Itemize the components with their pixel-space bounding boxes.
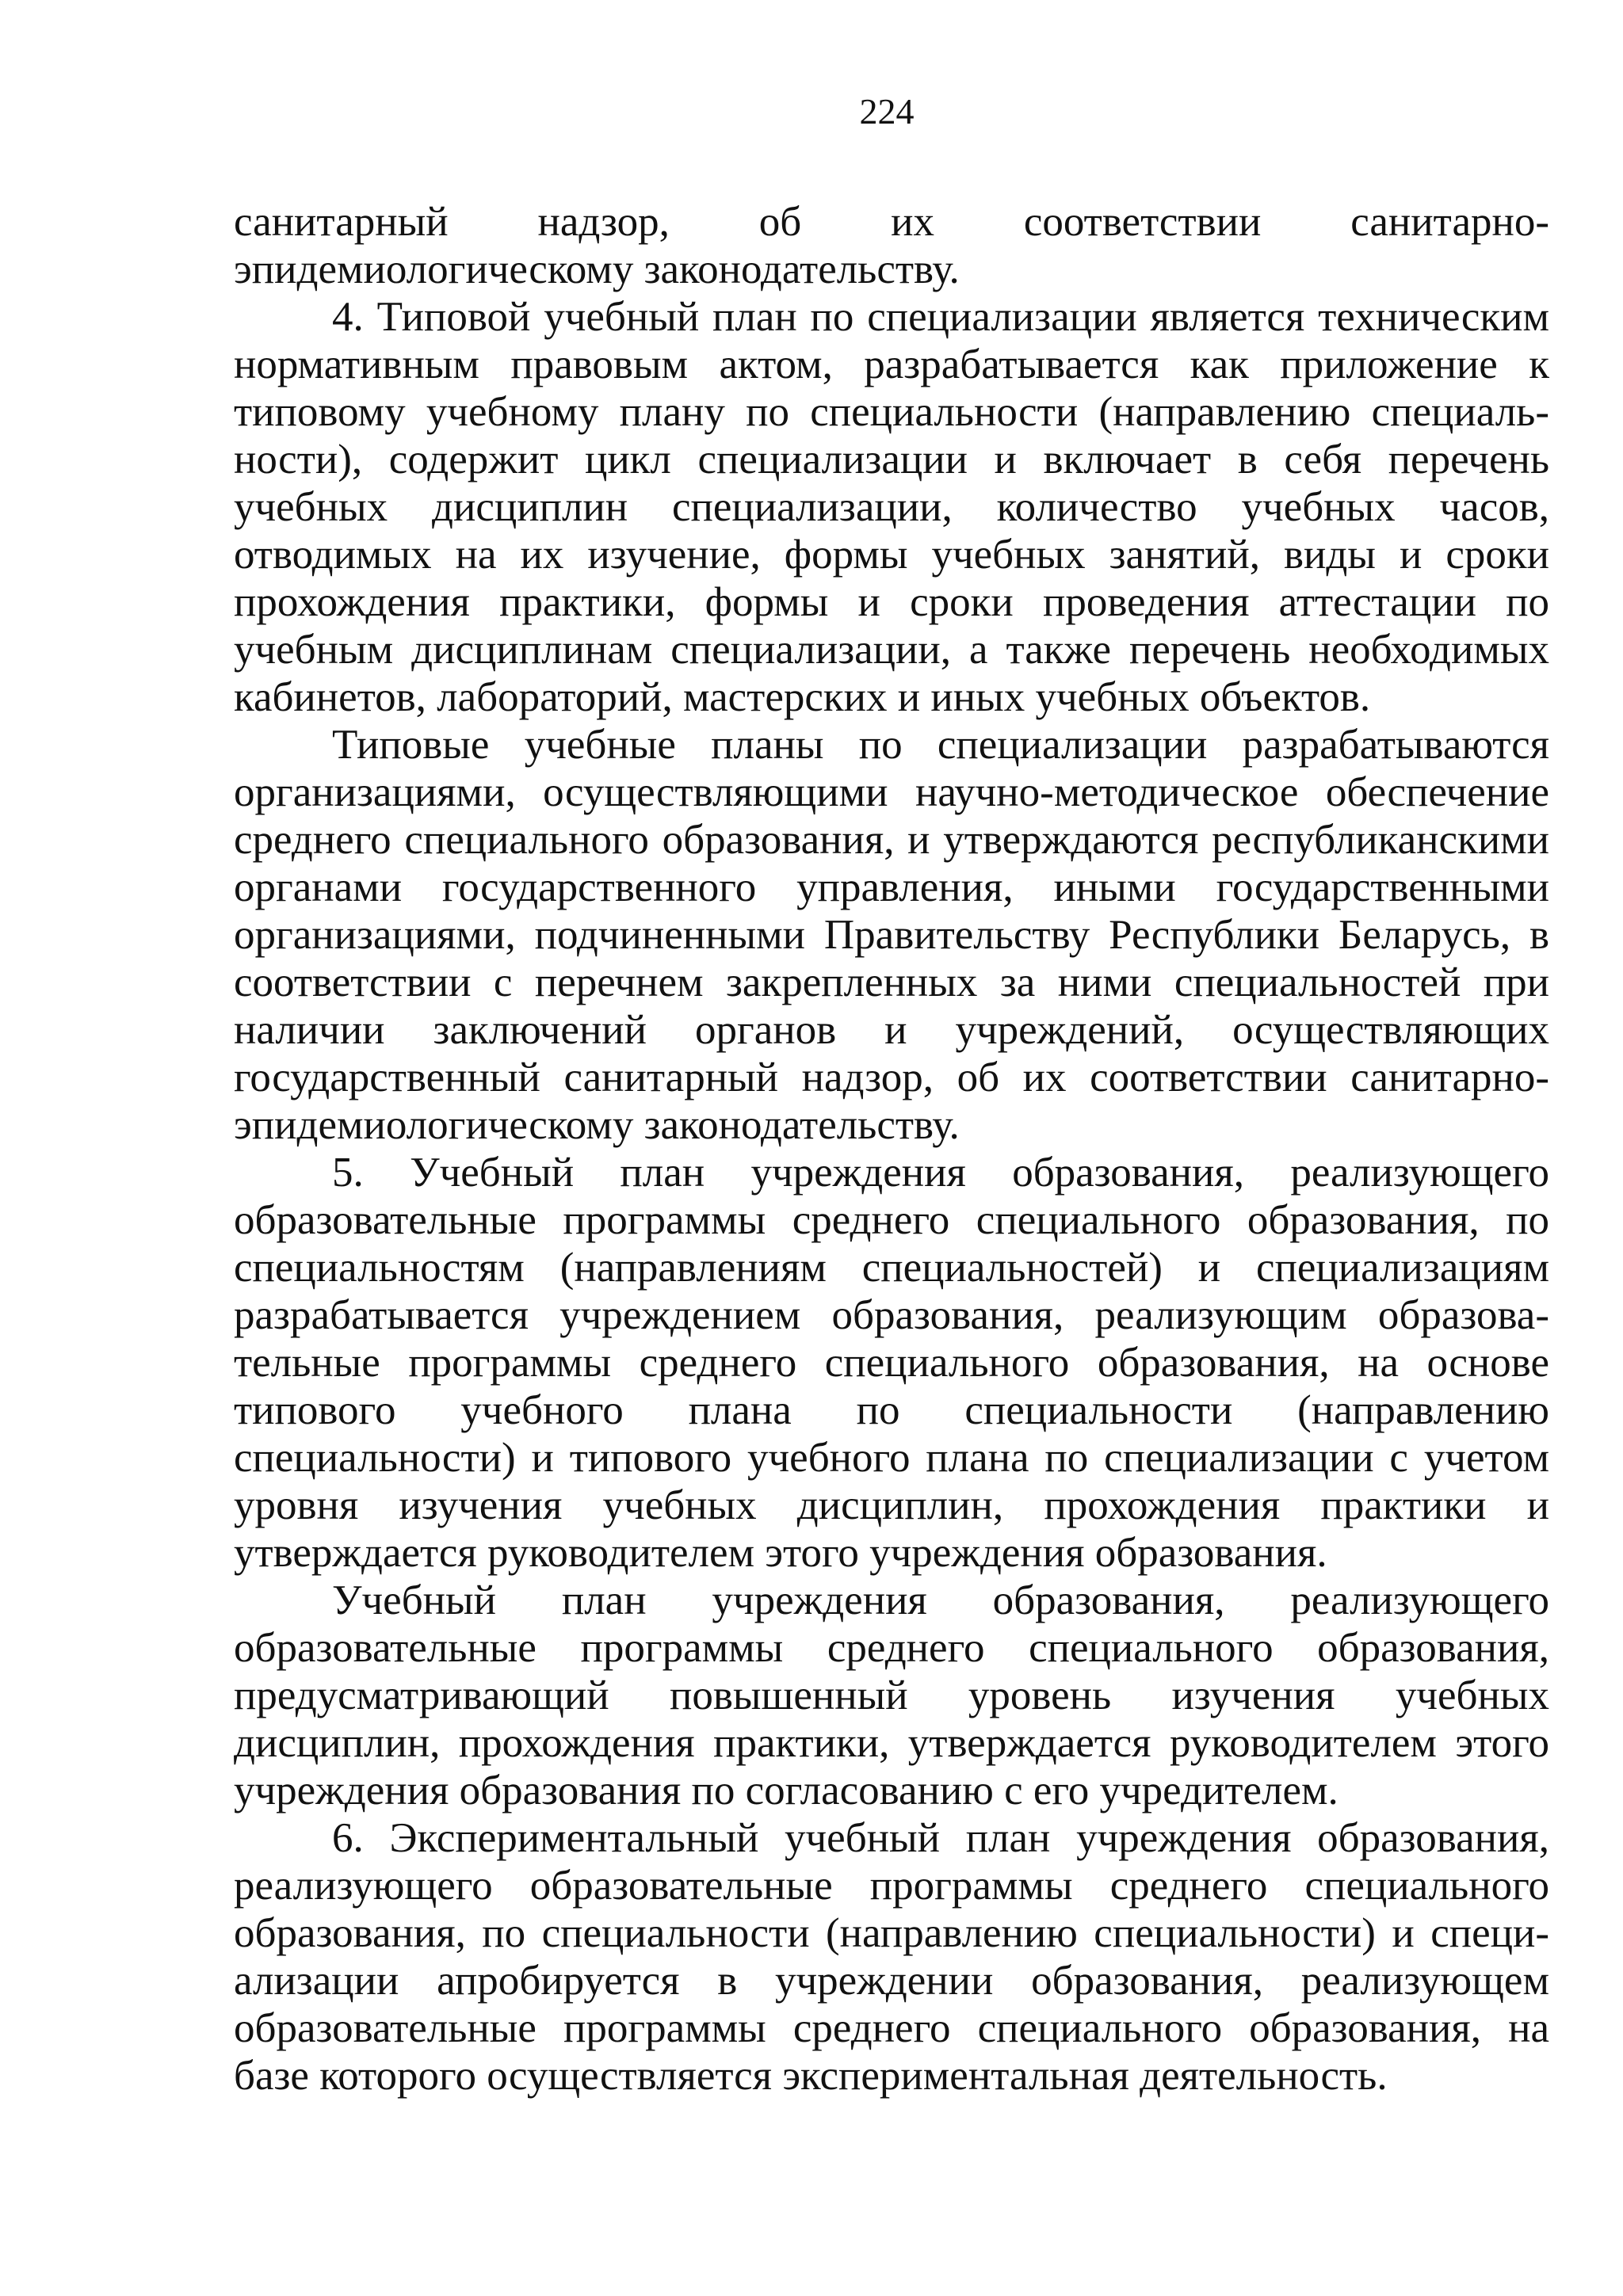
paragraph-item-4: 4. Типовой учебный план по специализации является техническим нормативным правовым актом, разрабатывается как приложение к типовому учебному плану по специальности (направлению специальности), содержит цикл специализации и включает в себя перечень учебных дисциплин специализации, количество учебных часов, отводимых на их изучение, формы учебных занятий, виды и сроки прохождения практики, формы и сроки проведения аттестации по учебным дисциплинам специализации, а также перечень необходимых кабинетов, лабораторий, мастерских и иных учебных объектов. xyxy=(234,294,1549,720)
paragraph-continuation: санитарный надзор, об их соответствии санитарно-эпидемиологическому законодательству. xyxy=(234,199,1549,292)
paragraph-item-5: 5. Учебный план учреждения образования, реализующего образовательные программы среднего специального образования, по специальностям (направлениям специальностей) и специализациям разрабатывается учреждением образования, реализующим образовательные программы среднего специального образования, на основе типового учебного плана по специальности (направлению специальности) и типового учебного плана по специализации с учетом уровня изучения учебных дисциплин, прохождения практики и утверждается руководителем этого учреждения образования. xyxy=(234,1150,1549,1576)
paragraph-item-5-b: Учебный план учреждения образования, реализующего образовательные программы среднего специального образования, предусматривающий повышенный уровень изучения учебных дисциплин, прохождения практики, утверждается руководителем этого учреждения образования по согласованию с его учредителем. xyxy=(234,1577,1549,1814)
paragraph-item-6: 6. Экспериментальный учебный план учреждения образования, реализующего образовательные программы среднего специального образования, по специальности (направлению специальности) и специализации апробируется в учреждении образования, реализующем образовательные программы среднего специального образования, на базе которого осуществляется экспериментальная деятельность. xyxy=(234,1815,1549,2099)
paragraph-item-4-b: Типовые учебные планы по специализации разрабатываются организациями, осуществляющими научно-методическое обеспечение среднего специального образования, и утверждаются республиканскими органами государственного управления, иными государственными организациями, подчиненными Правительству Республики Беларусь, в соответствии с перечнем закрепленных за ними специальностей при наличии заключений органов и учреждений, осуществляющих государственный санитарный надзор, об их соответствии санитарно-эпидемиологическому законодательству. xyxy=(234,722,1549,1148)
page-number: 224 xyxy=(859,91,915,132)
document-body xyxy=(234,198,1549,2100)
